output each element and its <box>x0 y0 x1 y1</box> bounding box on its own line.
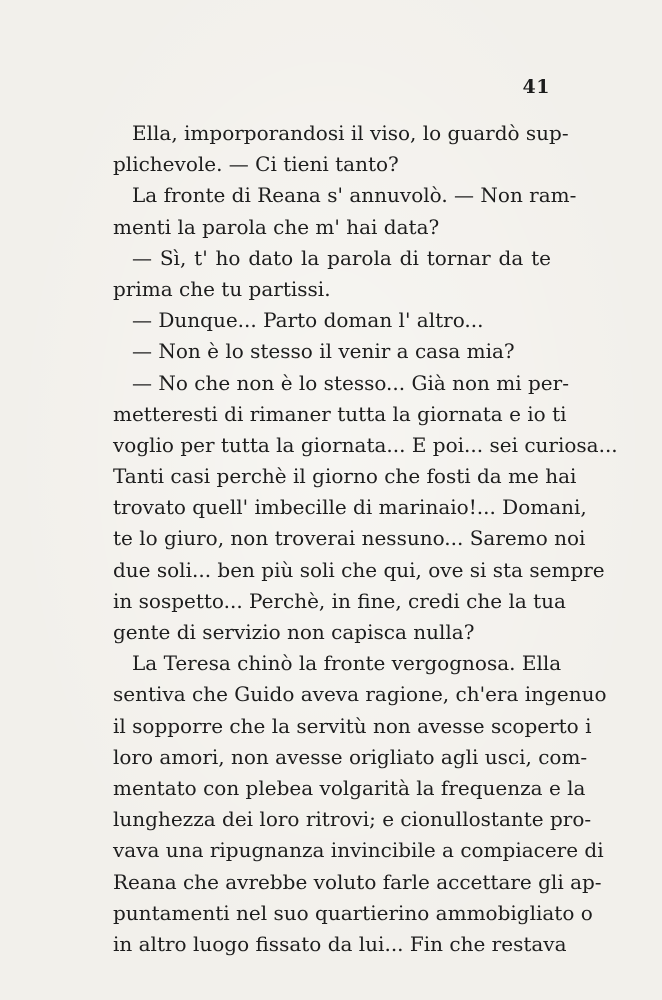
page-number: 41 <box>522 76 550 98</box>
text-line: mentato con plebea volgarità la frequenza e la <box>113 775 586 800</box>
text-line: Tanti casi perchè il giorno che fosti da me hai <box>113 464 577 489</box>
text-line: Reana che avrebbe voluto farle accettare gli ap- <box>113 869 602 894</box>
text-line: te lo giuro, non troverai nessuno... Saremo noi <box>113 526 586 551</box>
text-line: metteresti di rimaner tutta la giornata e io ti <box>113 401 567 426</box>
text-line: in sospetto... Perchè, in fine, credi che la tua <box>113 588 566 613</box>
text-line: in altro luogo fissato da lui... Fin che restava <box>113 931 567 956</box>
body-text <box>113 118 618 960</box>
text-line: voglio per tutta la giornata... E poi... sei curiosa... <box>113 432 618 457</box>
text-line: — Dunque... Parto doman l' altro... <box>132 308 484 333</box>
text-line: loro amori, non avesse origliato agli usci, com- <box>113 744 588 769</box>
text-line: gente di servizio non capisca nulla? <box>113 620 475 644</box>
text-line: due soli... ben più soli che qui, ove si sta sempre <box>113 557 605 582</box>
text-line: il sopporre che la servitù non avesse scoperto i <box>113 713 592 738</box>
text-line: La fronte di Reana s' annuvolò. — Non ram- <box>132 183 577 208</box>
text-line: — Non è lo stesso il venir a casa mia? <box>132 339 515 364</box>
text-line: prima che tu partissi. <box>113 276 331 301</box>
text-line: — No che non è lo stesso... Già non mi per- <box>132 370 569 395</box>
text-line: puntamenti nel suo quartierino ammobigliato o <box>113 900 593 925</box>
text-line: menti la parola che m' hai data? <box>113 214 440 239</box>
text-line: trovato quell' imbecille di marinaio!... Domani, <box>113 495 587 520</box>
text-line: — Sì, t' ho dato la parola di tornar da te <box>132 245 551 270</box>
text-line: lunghezza dei loro ritrovi; e cionullostante pro- <box>113 807 592 832</box>
text-line: plichevole. — Ci tieni tanto? <box>113 152 399 177</box>
text-line: La Teresa chinò la fronte vergognosa. Ella <box>132 651 562 676</box>
text-line: sentiva che Guido aveva ragione, ch'era ingenuo <box>113 682 607 707</box>
text-line: vava una ripugnanza invincibile a compiacere di <box>113 838 604 863</box>
text-line: Ella, imporporandosi il viso, lo guardò sup- <box>132 121 569 145</box>
